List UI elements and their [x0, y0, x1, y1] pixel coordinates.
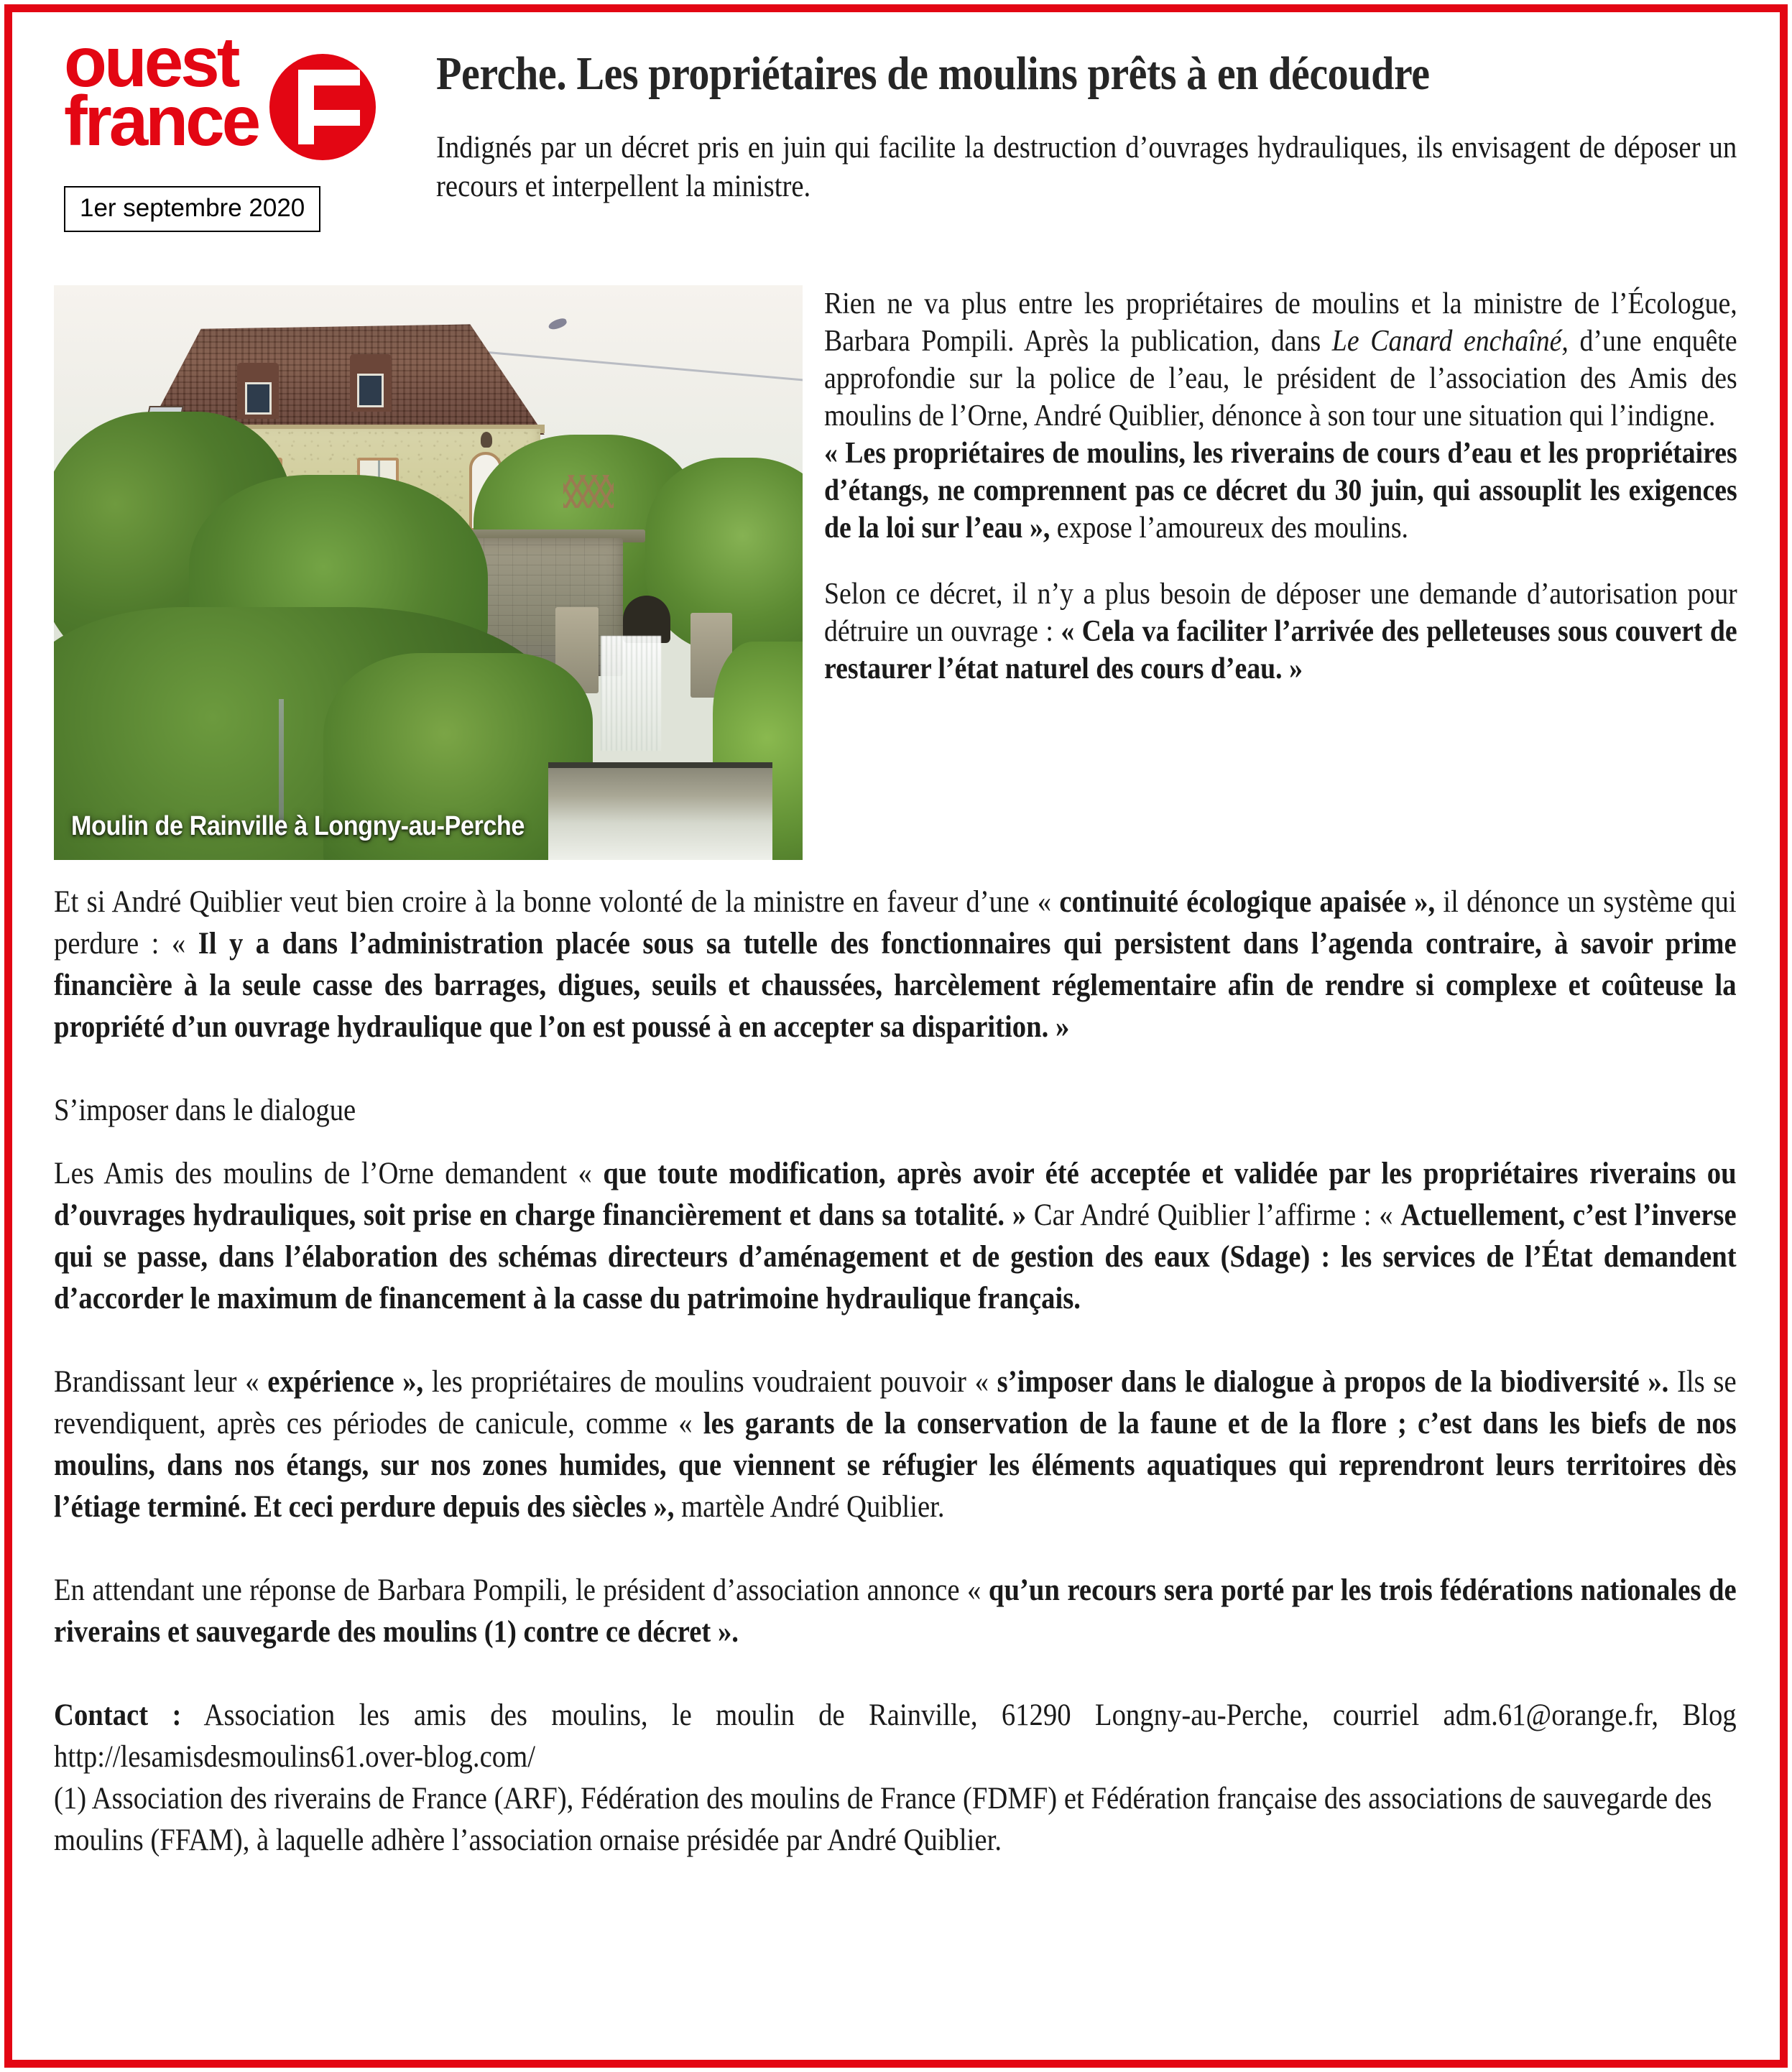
photo-lamp — [481, 432, 492, 448]
paragraph-6-part3: Ils se revendiquent, après ces périodes de canicule, comme « — [54, 1365, 1737, 1440]
quote-2-lead: Selon ce décret, il n’y a plus besoin de déposer une demande d’autorisation pour détruire un ouvrage : — [824, 578, 1737, 648]
section-subhead: S’imposer dans le dialogue — [54, 1093, 356, 1127]
quote-2-bold: « Cela va faciliter l’arrivée des pelleteuses sous couvert de restaurer l’état naturel des cours d’eau. » — [824, 615, 1737, 685]
photo-caption: Moulin de Rainville à Longny-au-Perche — [71, 811, 525, 841]
body-spacer-3 — [54, 1320, 1738, 1361]
page-title: Perche. Les propriétaires de moulins prêts à en découdre — [436, 47, 1430, 100]
paragraph-4-bold2: Il y a dans l’administration placée sous sa tutelle des fonctionnaires qui persistent dans l’agenda contraire, à savoir prime financière à la seule casse des barrages, digues, seuils et chaussées, harcèlement réglementaire afin de rendre si complexe et coûteuse la propriété d’un ouvrage hydraulique que l’on est poussé à en accepter sa disparition. » — [54, 927, 1737, 1044]
paragraph-5-bold2: Actuellement, c’est l’inverse qui se passe, dans l’élaboration des schémas directeurs d’aménagement et de gestion des eaux (Sdage) : les services de l’État demandent d’accorder le maximum de financement à la casse du patrimoine hydraulique français. — [54, 1198, 1737, 1315]
paragraph-gap — [824, 547, 1738, 575]
paragraph-intro-part2: d’une enquête approfondie sur la police de l’eau, le président de l’association des Amis des moulins de l’Orne, André Quiblier, dénonce à son tour une situation qui l’indigne. — [824, 325, 1737, 433]
paragraph-quote-2 — [824, 575, 1737, 688]
paragraph-7-bold: qu’un recours sera porté par les trois fédérations nationales de riverains et sauvegarde des moulins (1) contre ce décret ». — [54, 1573, 1737, 1649]
paragraph-6-bold3: les garants de la conservation de la faune et de la flore ; c’est dans les biefs de nos moulins, dans nos étangs, sur nos zones humides, que viennent se réfugier les éléments aquatiques qui reprendront leurs territoires dès l’étiage terminé. Et ceci perdure depuis des siècles », — [54, 1407, 1737, 1524]
paragraph-5-part2: Car André Quiblier l’affirme : « — [1026, 1198, 1401, 1232]
paragraph-7 — [54, 1570, 1737, 1653]
page-content — [12, 12, 1780, 2060]
logo-word-ouest: ouest — [64, 22, 238, 101]
ouest-france-logo — [54, 22, 413, 169]
footnote: (1) Association des riverains de France (ARF), Fédération des moulins de France (FDMF) et Fédération française des associations de sauvegarde des moulins (FFAM), à laquelle adhère l’association ornaise présidée par André Quiblier. — [54, 1782, 1712, 1857]
paragraph-6 — [54, 1361, 1737, 1528]
logo-wordmark — [64, 22, 259, 160]
paragraph-4-part1: Et si André Quiblier veut bien croire à la bonne volonté de la ministre en faveur d’une « — [54, 885, 1060, 919]
publication-name-italic: Le Canard enchaîné, — [1331, 325, 1569, 358]
body-spacer-2 — [54, 1132, 1738, 1153]
logo-roundel-bar — [314, 110, 360, 126]
article-body — [54, 882, 1738, 1861]
paragraph-6-bold2: s’imposer dans le dialogue à propos de la biodiversité ». — [997, 1365, 1669, 1399]
brand-column — [54, 22, 428, 232]
body-spacer-5 — [54, 1653, 1738, 1695]
quote-1-bold: « Les propriétaires de moulins, les riverains de cours d’eau et les propriétaires d’étangs, ne comprennent pas ce décret du 30 juin, qui assouplit les exigences de la loi sur l’eau », — [824, 437, 1737, 545]
paragraph-intro-part1: Rien ne va plus entre les propriétaires de moulins et la ministre de l’Écologue, Barbara Pompili. Après la publication, dans — [824, 287, 1737, 358]
paragraph-6-part4: martèle André Quiblier. — [674, 1490, 945, 1524]
photo-stream — [548, 768, 773, 860]
logo-word-france: france — [64, 81, 259, 160]
paragraph-quote-1 — [824, 435, 1737, 547]
paragraph-7-part1: En attendant une réponse de Barbara Pompili, le président d’association annonce « — [54, 1573, 989, 1607]
paragraph-4-bold1: continuité écologique apaisée », — [1059, 885, 1436, 919]
publication-date: 1er septembre 2020 — [64, 186, 320, 232]
standfirst: Indignés par un décret pris en juin qui facilite la destruction d’ouvrages hydrauliques, ils envisagent de déposer un recours et interpellent la ministre. — [436, 131, 1737, 203]
lede-section — [54, 285, 1738, 860]
paragraph-5-part1: Les Amis des moulins de l’Orne demandent « — [54, 1157, 604, 1190]
photo-dormer-right — [350, 354, 392, 412]
paragraph-6-part1: Brandissant leur « — [54, 1365, 268, 1399]
article-photo — [54, 285, 803, 860]
contact-block — [54, 1695, 1738, 1861]
paragraph-5-bold1: que toute modification, après avoir été acceptée et validée par les propriétaires riverains ou d’ouvrages hydrauliques, soit prise en charge financièrement et dans sa totalité. » — [54, 1157, 1737, 1232]
photo-dormer-left — [237, 363, 279, 419]
paragraph-4 — [54, 882, 1737, 1048]
photo-illustration — [54, 285, 803, 860]
logo-roundel-icon — [269, 54, 376, 160]
contact-label: Contact : — [54, 1698, 182, 1732]
paragraph-4-part2: il dénonce un système qui perdure : « — [54, 885, 1737, 961]
paragraph-6-part2: les propriétaires de moulins voudraient pouvoir « — [423, 1365, 997, 1399]
paragraph-intro — [824, 285, 1737, 435]
quote-1-attribution: expose l’amoureux des moulins. — [1050, 512, 1408, 545]
photo-fence — [563, 475, 614, 508]
body-spacer-4 — [54, 1528, 1738, 1570]
paragraph-5 — [54, 1153, 1737, 1320]
headline-column — [428, 25, 1738, 206]
article-header — [54, 22, 1738, 269]
lede-text-column — [803, 285, 1738, 688]
contact-line — [54, 1695, 1737, 1778]
photo-waterfall — [601, 636, 661, 751]
body-spacer-1 — [54, 1048, 1738, 1090]
contact-details: Association les amis des moulins, le moulin de Rainville, 61290 Longny-au-Perche, courriel adm.61@orange.fr, Blog http://lesamisdesmoulins61.over-blog.com/ — [54, 1698, 1737, 1774]
red-border-frame — [4, 4, 1788, 2068]
paragraph-6-bold1: expérience », — [267, 1365, 424, 1399]
